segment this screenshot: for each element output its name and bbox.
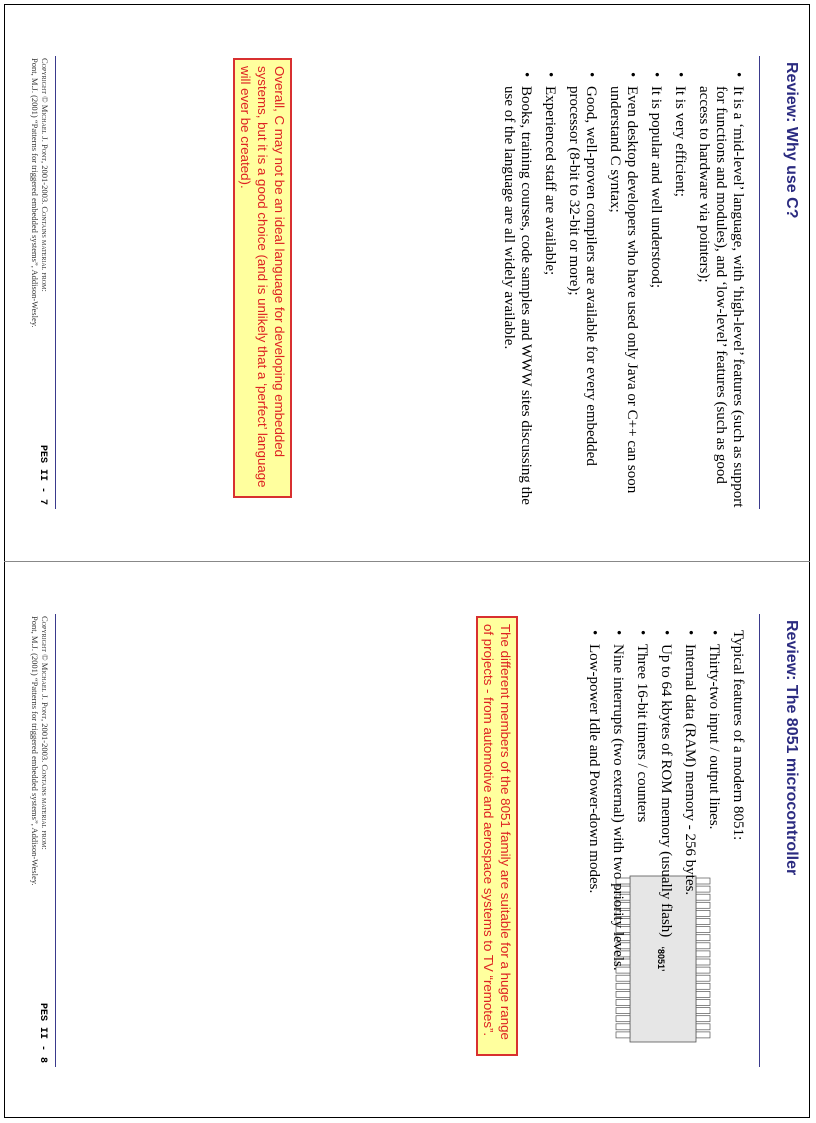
- bullet-item: • Books, training courses, code samples and WWW sites discussing the use of the language are all widely available.: [500, 72, 534, 512]
- slide-divider: [4, 561, 810, 562]
- slide-why-use-c: [6, 6, 808, 559]
- bullet-item: • Internal data (RAM) memory - 256 bytes.: [681, 630, 698, 1070]
- bullet-list: [578, 630, 722, 1070]
- slide-content: [6, 564, 808, 1117]
- page-number: PES II - 8: [37, 1002, 48, 1063]
- footer-line: Copyright © Michael J. Pont, 2001-2003. Contains material from:: [40, 58, 50, 292]
- bullet-item: • Nine interrupts (two external) with two priority levels.: [609, 630, 626, 1070]
- footer-line: Pont, M.J. (2001) “Patterns for triggered embedded systems”, Addison-Wesley.: [30, 616, 40, 886]
- footer-copyright: [30, 616, 50, 1056]
- page-number: PES II - 7: [37, 444, 48, 505]
- bullet-item: • It is a ‘mid-level’ language, with ‘high-level’ features (such as support for functions and modules), and ‘low-level’ features (such as good access to hardware via pointers);: [695, 72, 746, 512]
- bullet-item: • Good, well-proven compilers are available for every embedded processor (8-bit to 32-bit or more);: [565, 72, 599, 512]
- slide-8051-microcontroller: [6, 564, 808, 1117]
- summary-note: Overall, C may not be an ideal language for developing embedded systems, but it is a good choice (and is unlikely that a ‘perfect’ language will ever be created).: [233, 58, 292, 498]
- bullet-item: • Up to 64 kbytes of ROM memory (usually flash): [657, 630, 674, 1070]
- bullet-item: • Thirty-two input / output lines.: [705, 630, 722, 1070]
- chip-label: ‘8051’: [656, 946, 666, 972]
- bullet-item: • Low-power Idle and Power-down modes.: [585, 630, 602, 1070]
- footer-line: Copyright © Michael J. Pont, 2001-2003. Contains material from:: [40, 616, 50, 850]
- bullet-item: • Experienced staff are available;: [541, 72, 558, 512]
- slide-title: Review: The 8051 microcontroller: [783, 620, 800, 876]
- footer-rule: [55, 614, 56, 1067]
- slide-content: [6, 6, 808, 559]
- intro-text: Typical features of a modern 8051:: [730, 630, 746, 841]
- title-rule: [759, 56, 760, 509]
- title-rule: [759, 614, 760, 1067]
- footer-copyright: [30, 58, 50, 498]
- bullet-item: • Even desktop developers who have used only Java or C++ can soon understand C syntax;: [606, 72, 640, 512]
- bullet-item: • Three 16-bit timers / counters: [633, 630, 650, 1070]
- bullet-list: [493, 72, 746, 512]
- slide-title: Review: Why use C?: [783, 62, 800, 219]
- bullet-item: • It is popular and well understood;: [647, 72, 664, 512]
- footer-line: Pont, M.J. (2001) “Patterns for triggered embedded systems”, Addison-Wesley.: [30, 58, 40, 328]
- summary-note: The different members of the 8051 family are suitable for a huge range of projects - from automotive and aerospace systems to TV “remotes”.: [476, 616, 518, 1056]
- bullet-item: • It is very efficient;: [671, 72, 688, 512]
- footer-rule: [55, 56, 56, 509]
